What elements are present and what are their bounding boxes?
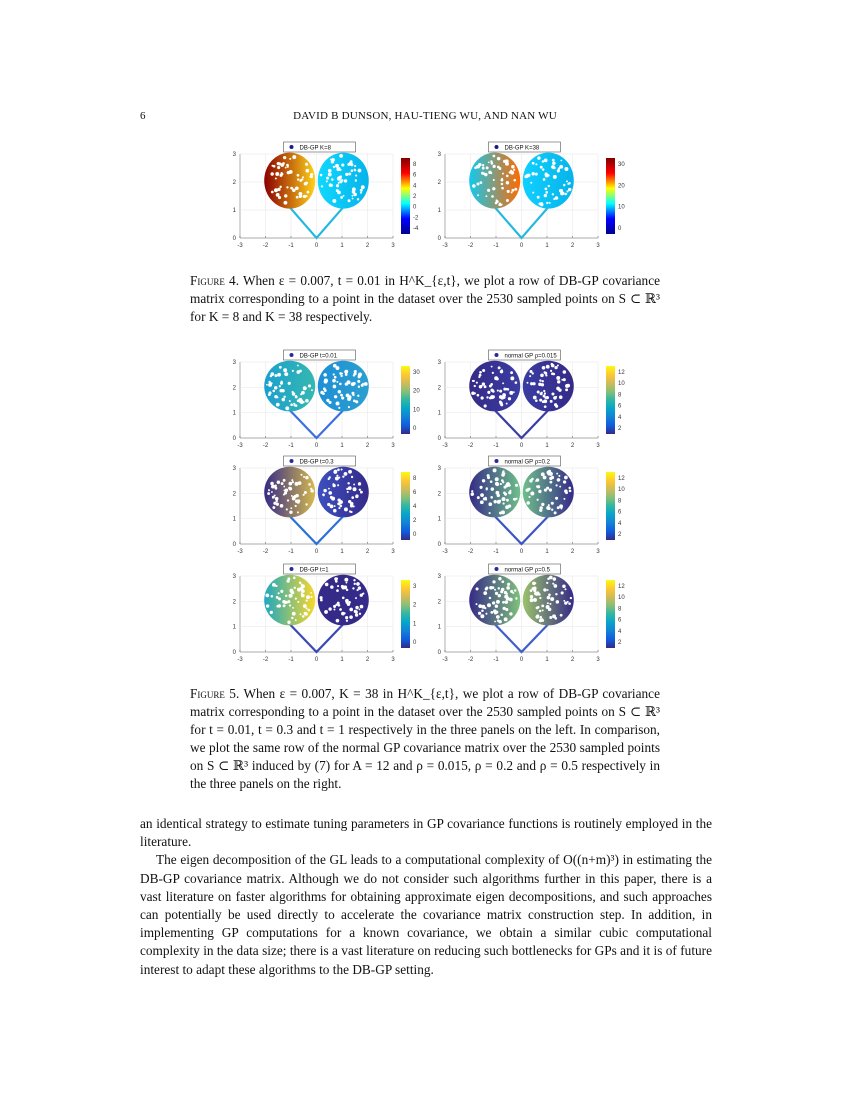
colorbar-tick-label: 4 — [618, 414, 622, 421]
legend-label: DB-GP t=0.01 — [299, 353, 337, 360]
x-tick-label: 2 — [365, 243, 370, 249]
colorbar-tick-label: 6 — [618, 403, 622, 410]
left-disk — [469, 361, 520, 412]
figure-4-plots — [222, 140, 632, 252]
x-tick-label: 3 — [391, 243, 395, 249]
y-tick-label: 2 — [232, 491, 236, 498]
colorbar-tick-label: 20 — [618, 183, 625, 190]
y-tick-label: 0 — [232, 236, 236, 242]
legend-label: DB-GP K=38 — [504, 145, 540, 152]
x-tick-label: 3 — [391, 549, 395, 555]
x-tick-label: -1 — [493, 243, 499, 249]
x-tick-label: 1 — [340, 657, 344, 663]
y-tick-label: 2 — [437, 385, 441, 392]
left-disk — [469, 153, 520, 209]
colorbar-tick-label: 6 — [618, 617, 622, 624]
colorbar-tick-label: 12 — [618, 370, 625, 376]
y-tick-label: 3 — [232, 152, 236, 158]
x-tick-label: -2 — [262, 443, 269, 449]
figure-5 — [222, 344, 632, 669]
y-tick-label: 0 — [232, 436, 236, 442]
colorbar-tick-label: 12 — [618, 584, 625, 590]
legend-label: normal GP ρ=0.5 — [504, 567, 550, 574]
colorbar-tick-label: 6 — [413, 490, 417, 496]
figure-4-label: Figure 4. — [190, 273, 240, 288]
colorbar — [606, 580, 615, 648]
x-tick-label: -1 — [493, 549, 499, 555]
x-tick-label: 0 — [519, 657, 524, 663]
x-tick-label: 2 — [570, 243, 575, 249]
panel-1 — [438, 142, 626, 249]
y-tick-label: 1 — [437, 516, 441, 523]
x-tick-label: -2 — [262, 549, 269, 555]
colorbar-tick-label: 2 — [618, 532, 622, 538]
y-tick-label: 1 — [437, 208, 441, 214]
colorbar-tick-label: 10 — [413, 407, 420, 414]
x-tick-label: 3 — [596, 443, 600, 449]
colorbar — [401, 366, 410, 434]
left-disk — [264, 361, 315, 412]
x-tick-label: 1 — [545, 549, 549, 555]
x-tick-label: -3 — [237, 657, 243, 663]
colorbar-tick-label: 2 — [618, 640, 622, 646]
x-tick-label: 0 — [519, 243, 524, 249]
paragraph-2: The eigen decomposition of the GL leads to a computational complexity of O((n+m)³) in estimating the DB-GP covariance matrix. Although we do not consider such algorithms further in this paper, there is a vast literature on faster algorithms for obtaining approximate eigen decompositions, and such approaches can potentially be used directly to accelerate the covariance matrix construction step. In addition, in implementing GP computations for a known covariance, we obtain a similar cubic computational complexity in the data size; there is a vast literature on reducing such bottlenecks for GPs and it is of future interest to adapt these algorithms to the DB-GP setting. — [140, 852, 712, 977]
x-tick-label: -3 — [442, 243, 448, 249]
colorbar-tick-label: 2 — [413, 194, 417, 200]
y-tick-label: 1 — [232, 410, 236, 417]
left-disk — [469, 467, 520, 518]
legend-label: DB-GP t=1 — [299, 567, 329, 574]
x-tick-label: 1 — [340, 243, 344, 249]
colorbar-tick-label: 4 — [413, 504, 417, 510]
colorbar-tick-label: 30 — [413, 370, 420, 376]
figure-5-plots — [222, 344, 632, 669]
colorbar-tick-label: 2 — [618, 426, 622, 432]
y-tick-label: 2 — [232, 599, 236, 606]
legend-label: normal GP ρ=0.2 — [504, 459, 550, 466]
figure-4-caption-text: When ε = 0.007, t = 0.01 in H^K_{ε,t}, we plot a row of DB-GP covariance matrix corresponding to a point in the dataset over the 2530 sampled points on S ⊂ ℝ³ for K = 8 and K = 38 respectively. — [190, 273, 660, 324]
colorbar-tick-label: 30 — [618, 162, 625, 168]
y-tick-label: 3 — [232, 360, 236, 366]
y-tick-label: 1 — [232, 208, 236, 214]
y-tick-label: 1 — [437, 410, 441, 417]
colorbar — [606, 366, 615, 434]
x-tick-label: -3 — [237, 443, 243, 449]
x-tick-label: 0 — [314, 243, 319, 249]
legend-marker — [495, 353, 499, 357]
colorbar-tick-label: 0 — [618, 226, 622, 232]
colorbar-tick-label: 8 — [618, 606, 622, 613]
colorbar-tick-label: 0 — [413, 640, 417, 646]
x-tick-label: -3 — [442, 549, 448, 555]
x-tick-label: 3 — [391, 443, 395, 449]
panel-10 — [233, 350, 421, 449]
y-tick-label: 3 — [232, 574, 236, 580]
legend-marker — [495, 567, 499, 571]
colorbar — [401, 580, 410, 648]
colorbar-tick-label: 2 — [413, 602, 417, 609]
colorbar-tick-label: 2 — [413, 518, 417, 524]
right-disk — [318, 575, 369, 626]
right-disk — [523, 153, 574, 209]
panel-15 — [438, 564, 626, 663]
y-tick-label: 3 — [437, 466, 441, 472]
x-tick-label: -2 — [262, 657, 269, 663]
y-tick-label: 2 — [232, 180, 236, 186]
legend-marker — [290, 567, 294, 571]
x-tick-label: 0 — [314, 549, 319, 555]
y-tick-label: 0 — [437, 236, 441, 242]
x-tick-label: 2 — [365, 657, 370, 663]
figure-5-label: Figure 5. — [190, 686, 240, 701]
colorbar-tick-label: 1 — [413, 621, 417, 628]
x-tick-label: -1 — [288, 443, 294, 449]
legend-label: normal GP ρ=0.015 — [504, 353, 557, 360]
legend-label: DB-GP K=8 — [299, 145, 331, 152]
colorbar-tick-label: 10 — [618, 204, 625, 211]
x-tick-label: -1 — [288, 657, 294, 663]
panel-13 — [438, 456, 626, 555]
x-tick-label: -3 — [237, 243, 243, 249]
x-tick-label: 1 — [340, 443, 344, 449]
x-tick-label: -2 — [467, 243, 474, 249]
colorbar-tick-label: 12 — [618, 476, 625, 482]
legend-marker — [290, 459, 294, 463]
panel-14 — [233, 564, 417, 663]
colorbar-tick-label: 8 — [413, 162, 417, 168]
y-tick-label: 0 — [232, 542, 236, 548]
running-header — [0, 110, 850, 126]
y-tick-label: 0 — [437, 436, 441, 442]
paragraph-1: an identical strategy to estimate tuning parameters in GP covariance functions is routinely employed in the literature. — [140, 816, 712, 850]
colorbar-tick-label: 0 — [413, 204, 417, 211]
running-head: DAVID B DUNSON, HAU-TIENG WU, AND NAN WU — [293, 110, 557, 122]
x-tick-label: 3 — [596, 657, 600, 663]
x-tick-label: 3 — [596, 549, 600, 555]
y-tick-label: 0 — [437, 542, 441, 548]
x-tick-label: -2 — [467, 657, 474, 663]
x-tick-label: 1 — [545, 243, 549, 249]
x-tick-label: 2 — [570, 657, 575, 663]
page-number: 6 — [140, 110, 146, 122]
y-tick-label: 1 — [437, 624, 441, 631]
legend-marker — [495, 145, 499, 149]
y-tick-label: 2 — [437, 491, 441, 498]
x-tick-label: -2 — [467, 443, 474, 449]
colorbar — [606, 472, 615, 540]
colorbar-tick-label: 8 — [413, 476, 417, 482]
x-tick-label: 2 — [365, 443, 370, 449]
colorbar-tick-label: -2 — [413, 215, 419, 222]
y-tick-label: 3 — [437, 360, 441, 366]
legend-label: DB-GP t=0.3 — [299, 459, 334, 466]
y-tick-label: 0 — [232, 650, 236, 656]
x-tick-label: 1 — [545, 443, 549, 449]
colorbar-tick-label: 6 — [413, 172, 417, 179]
y-tick-label: 1 — [232, 516, 236, 523]
colorbar-tick-label: 10 — [618, 381, 625, 388]
y-tick-label: 3 — [437, 574, 441, 580]
colorbar-tick-label: 0 — [413, 532, 417, 538]
x-tick-label: -2 — [262, 243, 269, 249]
colorbar-tick-label: 8 — [618, 392, 622, 399]
x-tick-label: 3 — [596, 243, 600, 249]
x-tick-label: -3 — [442, 443, 448, 449]
x-tick-label: 2 — [365, 549, 370, 555]
colorbar-tick-label: -4 — [413, 226, 419, 232]
panel-0 — [233, 142, 419, 249]
colorbar-tick-label: 4 — [618, 628, 622, 635]
colorbar-tick-label: 10 — [618, 595, 625, 602]
x-tick-label: 0 — [519, 549, 524, 555]
legend-marker — [290, 353, 294, 357]
x-tick-label: -2 — [467, 549, 474, 555]
figure-5-caption — [190, 685, 660, 793]
colorbar-tick-label: 10 — [618, 487, 625, 494]
colorbar-tick-label: 3 — [413, 584, 417, 590]
colorbar-tick-label: 4 — [413, 183, 417, 190]
colorbar — [606, 158, 615, 234]
colorbar-tick-label: 6 — [618, 509, 622, 516]
y-tick-label: 2 — [437, 599, 441, 606]
panel-12 — [233, 456, 417, 555]
x-tick-label: -1 — [288, 243, 294, 249]
figure-4-caption — [190, 272, 660, 326]
x-tick-label: 2 — [570, 443, 575, 449]
x-tick-label: 3 — [391, 657, 395, 663]
body-text — [140, 815, 712, 979]
y-tick-label: 2 — [437, 180, 441, 186]
x-tick-label: -3 — [237, 549, 243, 555]
x-tick-label: 2 — [570, 549, 575, 555]
y-tick-label: 0 — [437, 650, 441, 656]
legend-marker — [495, 459, 499, 463]
x-tick-label: 0 — [314, 657, 319, 663]
colorbar — [401, 158, 410, 234]
x-tick-label: -1 — [288, 549, 294, 555]
x-tick-label: 0 — [314, 443, 319, 449]
x-tick-label: -1 — [493, 443, 499, 449]
y-tick-label: 1 — [232, 624, 236, 631]
panel-11 — [438, 350, 626, 449]
colorbar-tick-label: 0 — [413, 426, 417, 432]
y-tick-label: 2 — [232, 385, 236, 392]
x-tick-label: 0 — [519, 443, 524, 449]
colorbar-tick-label: 20 — [413, 388, 420, 395]
x-tick-label: 1 — [545, 657, 549, 663]
legend-marker — [290, 145, 294, 149]
figure-5-caption-text: When ε = 0.007, K = 38 in H^K_{ε,t}, we plot a row of DB-GP covariance matrix corresponding to a point in the dataset over the 2530 sampled points on S ⊂ ℝ³ for t = 0.01, t = 0.3 and t = 1 respectively in the three panels on the left. In comparison, we plot the same row of the normal GP covariance matrix over the 2530 sampled points on S ⊂ ℝ³ induced by (7) for A = 12 and ρ = 0.015, ρ = 0.2 and ρ = 0.5 respectively in the three panels on the right. — [190, 686, 660, 791]
x-tick-label: 1 — [340, 549, 344, 555]
y-tick-label: 3 — [437, 152, 441, 158]
colorbar — [401, 472, 410, 540]
left-disk — [264, 153, 315, 209]
colorbar-tick-label: 8 — [618, 498, 622, 505]
x-tick-label: -1 — [493, 657, 499, 663]
figure-4 — [222, 140, 632, 252]
colorbar-tick-label: 4 — [618, 520, 622, 527]
x-tick-label: -3 — [442, 657, 448, 663]
y-tick-label: 3 — [232, 466, 236, 472]
